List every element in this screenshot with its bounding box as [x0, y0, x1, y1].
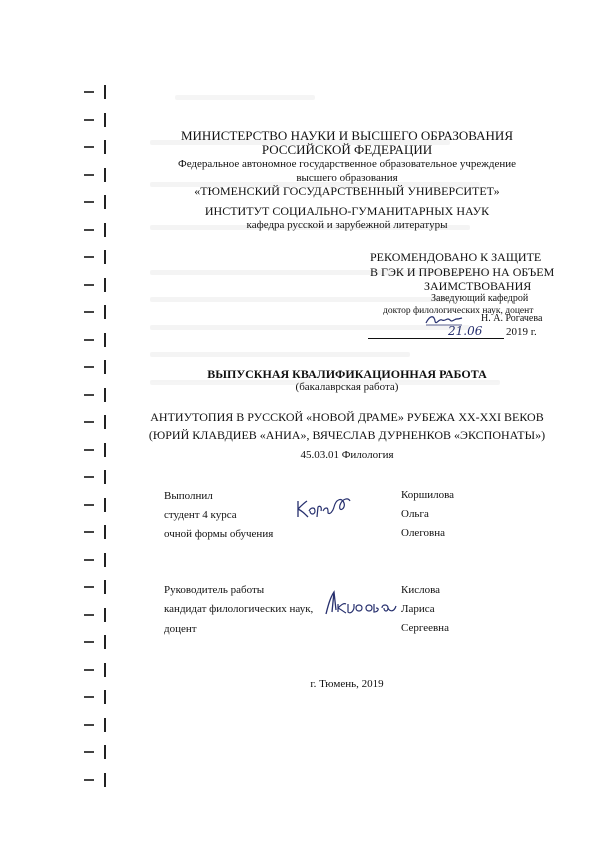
- work-type: ВЫПУСКНАЯ КВАЛИФИКАЦИОННАЯ РАБОТА: [207, 367, 487, 381]
- binding-ring: [84, 690, 108, 704]
- institute-name: ИНСТИТУТ СОЦИАЛЬНО-ГУМАНИТАРНЫХ НАУК: [204, 204, 490, 218]
- binding-ring: [84, 663, 108, 677]
- city-year: г. Тюмень, 2019: [310, 678, 384, 690]
- head-of-department-name: Н. А. Рогачева: [481, 313, 543, 324]
- ministry-line-2: РОССИЙСКОЙ ФЕДЕРАЦИИ: [261, 142, 433, 157]
- approval-year: 2019 г.: [506, 326, 537, 338]
- binding-ring: [84, 305, 108, 319]
- binding-ring: [84, 85, 108, 99]
- approval-line-2: В ГЭК И ПРОВЕРЕНО НА ОБЪЕМ: [370, 265, 555, 279]
- department-name: кафедра русской и зарубежной литературы: [246, 219, 448, 231]
- binding-ring: [84, 113, 108, 127]
- binding-ring: [84, 608, 108, 622]
- author-label-1: Выполнил: [164, 490, 213, 502]
- approval-line-3: ЗАИМСТВОВАНИЯ: [424, 279, 532, 293]
- binding-ring: [84, 773, 108, 787]
- supervisor-signature: [322, 586, 398, 620]
- handwritten-date: 21.06: [448, 324, 483, 338]
- work-subtype: (бакалаврская работа): [295, 381, 399, 393]
- binding-ring: [84, 553, 108, 567]
- binding-ring: [84, 745, 108, 759]
- binding-ring: [84, 470, 108, 484]
- supervisor-name: Лариса: [401, 603, 435, 615]
- binding-ring: [84, 525, 108, 539]
- head-of-department-degree: доктор филологических наук, доцент: [383, 306, 534, 316]
- binding-ring: [84, 580, 108, 594]
- work-title-line-2: (ЮРИЙ КЛАВДИЕВ «АНИА», ВЯЧЕСЛАВ ДУРНЕНКОВ «ЭКСПОНАТЫ»): [148, 428, 546, 442]
- supervisor-patronymic: Сергеевна: [401, 622, 449, 634]
- author-signature: [292, 493, 356, 523]
- author-patronymic: Олеговна: [401, 527, 446, 539]
- author-label-2: студент 4 курса: [164, 509, 237, 521]
- work-title-line-1: АНТИУТОПИЯ В РУССКОЙ «НОВОЙ ДРАМЕ» РУБЕЖА XX-XXI ВЕКОВ: [150, 410, 544, 424]
- binding-ring: [84, 250, 108, 264]
- supervisor-label-1: Руководитель работы: [164, 584, 265, 596]
- federal-line-1: Федеральное автономное государственное образовательное учреждение: [178, 158, 516, 170]
- author-label-3: очной формы обучения: [164, 528, 274, 540]
- supervisor-label-2: кандидат филологических наук,: [164, 603, 314, 615]
- binding-ring: [84, 635, 108, 649]
- ministry-line-1: МИНИСТЕРСТВО НАУКИ И ВЫСШЕГО ОБРАЗОВАНИЯ: [180, 128, 513, 143]
- binding-ring: [84, 278, 108, 292]
- supervisor-label-3: доцент: [164, 623, 197, 635]
- binding-ring: [84, 718, 108, 732]
- approval-line-1: РЕКОМЕНДОВАНО К ЗАЩИТЕ: [370, 250, 542, 264]
- federal-line-2: высшего образования: [296, 172, 398, 184]
- specialty-code: 45.03.01 Филология: [300, 449, 394, 461]
- binding-ring: [84, 333, 108, 347]
- author-surname: Коршилова: [401, 489, 455, 501]
- supervisor-surname: Кислова: [401, 584, 441, 596]
- head-of-department-title: Заведующий кафедрой: [431, 293, 529, 304]
- date-underline: [368, 338, 504, 339]
- author-name: Ольга: [401, 508, 429, 520]
- binding-ring: [84, 498, 108, 512]
- university-name: «ТЮМЕНСКИЙ ГОСУДАРСТВЕННЫЙ УНИВЕРСИТЕТ»: [194, 184, 500, 198]
